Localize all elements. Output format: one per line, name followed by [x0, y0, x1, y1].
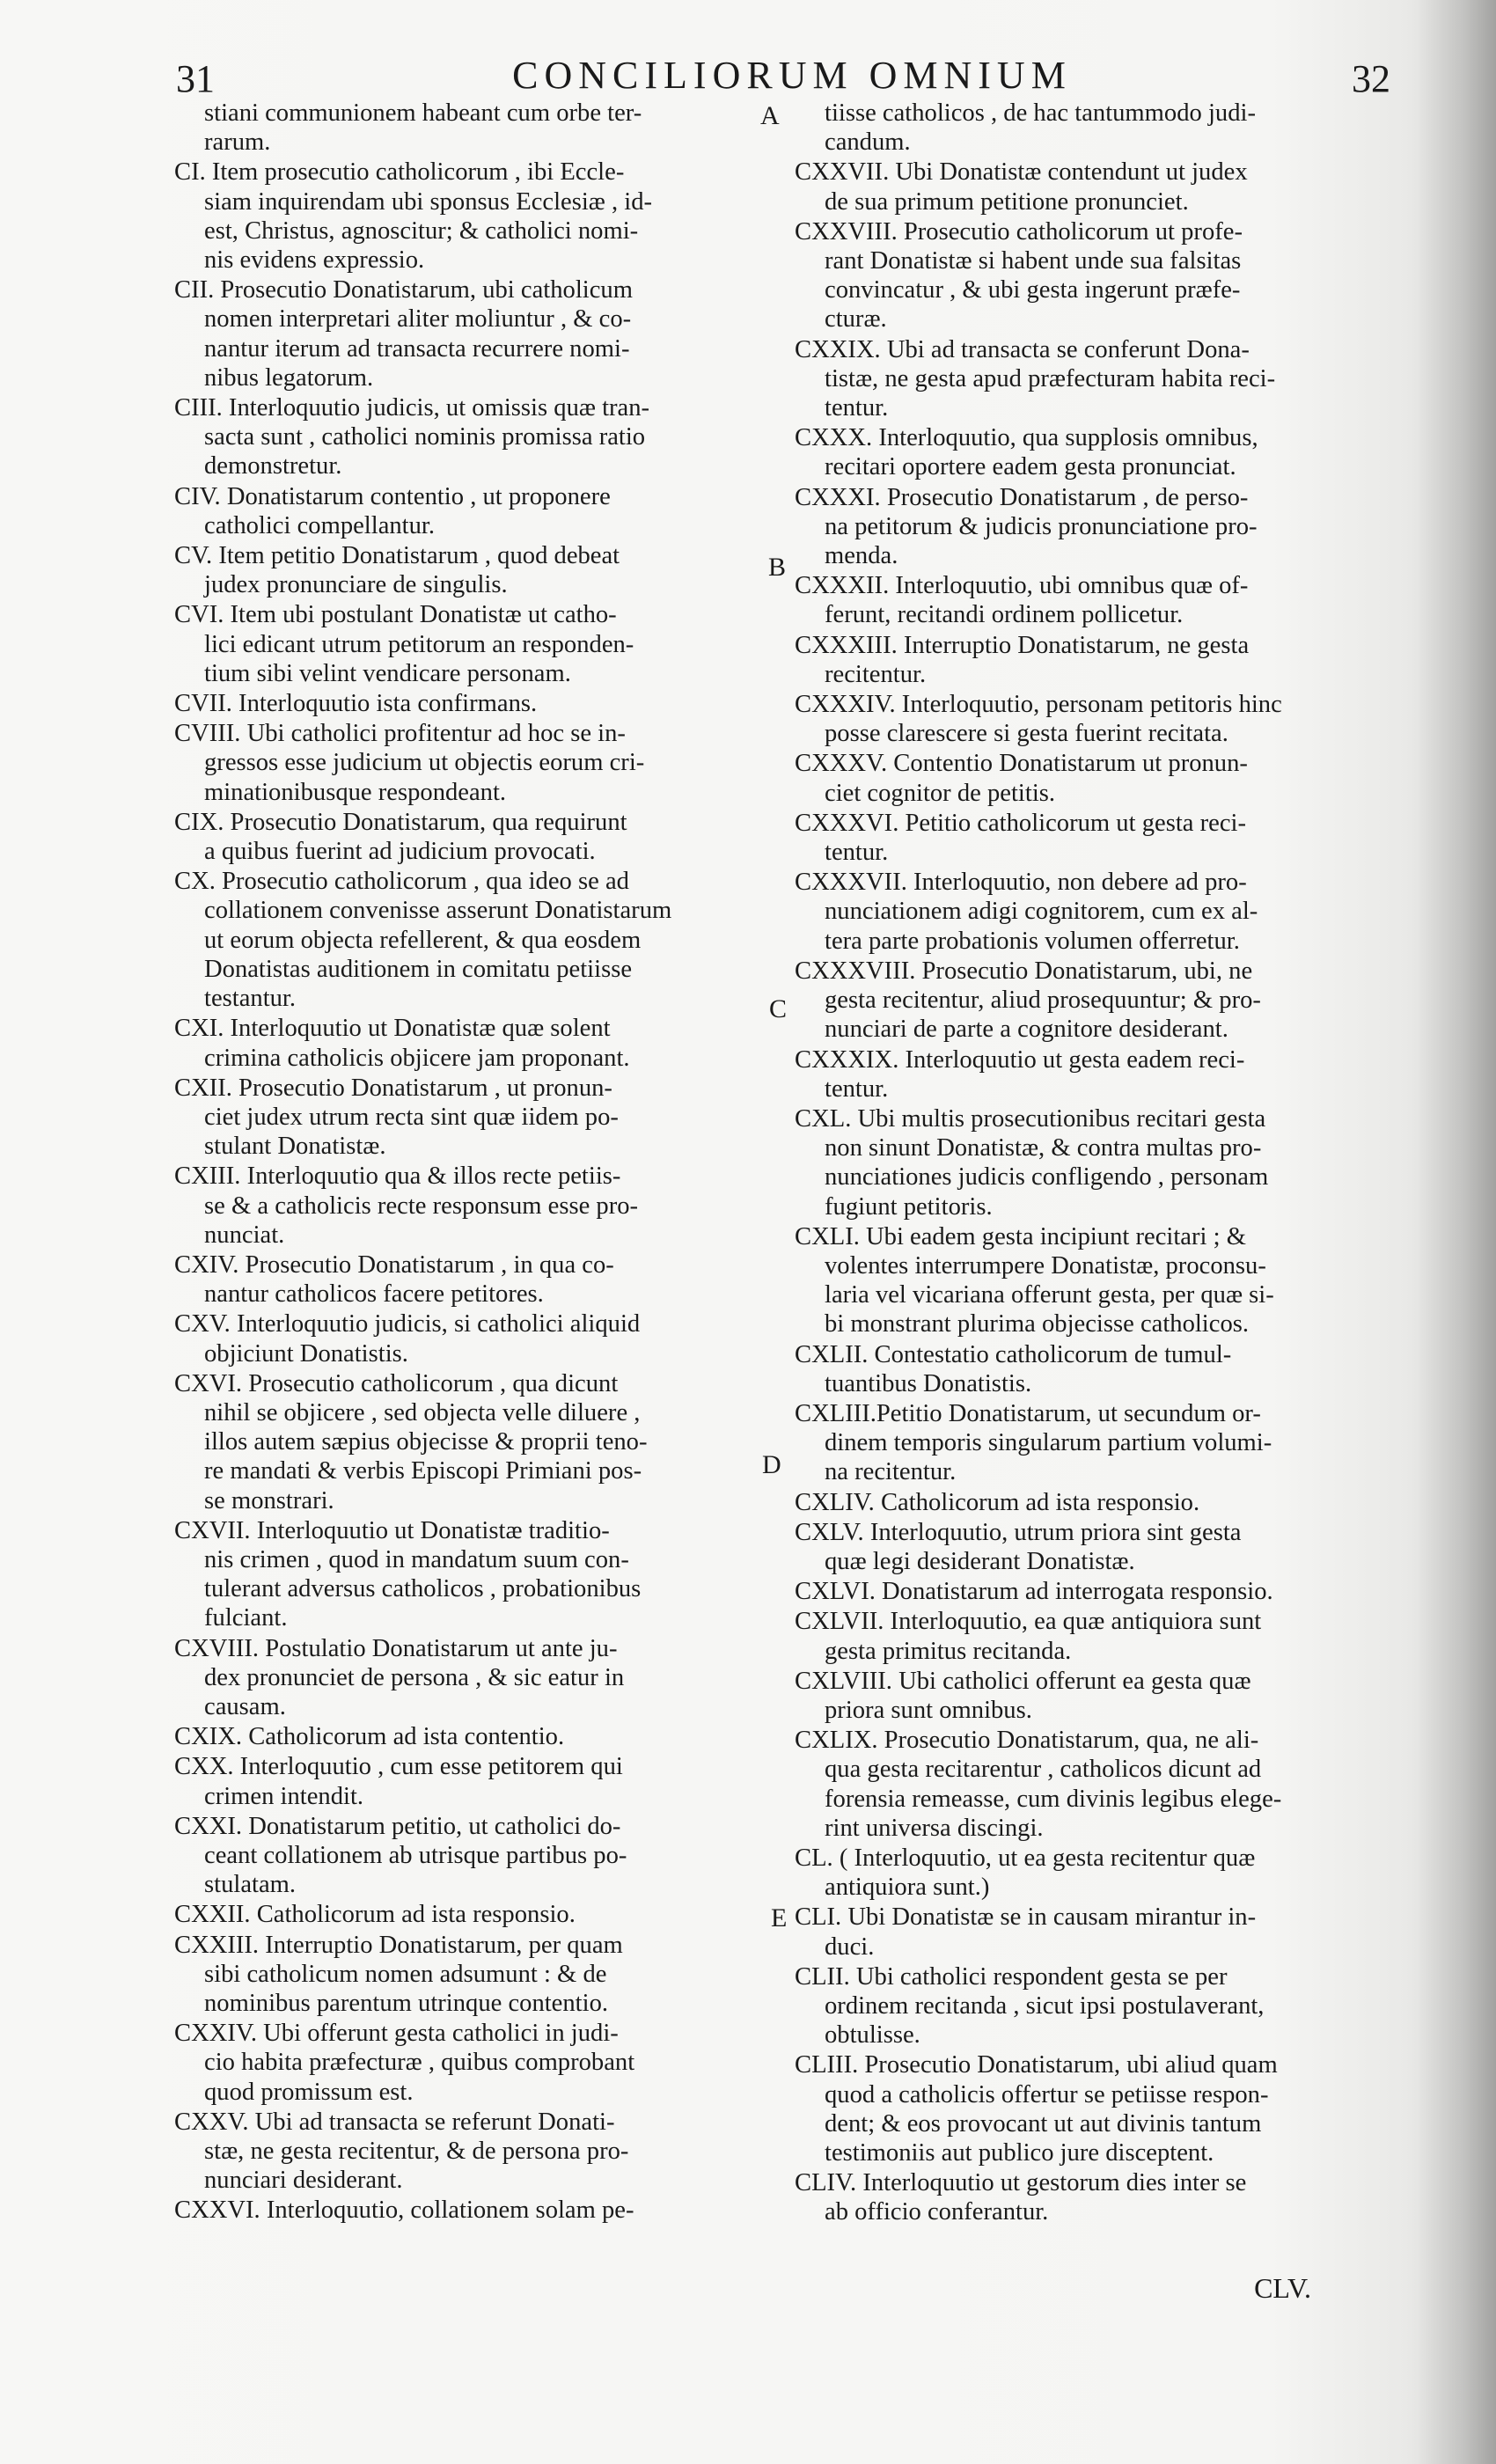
entry-line: CXLI. Ubi eadem gesta incipiunt recitari ; &	[795, 1222, 1246, 1250]
entry-line: testantur.	[204, 985, 297, 1013]
entry-line: CXXI. Donatistarum petitio, ut catholici do-	[174, 1812, 621, 1840]
entry-line: nantur catholicos facere petitores.	[204, 1280, 544, 1309]
margin-letter-a: A	[760, 101, 780, 130]
entry-line: causam.	[204, 1692, 286, 1720]
entry-line: priora sunt omnibus.	[825, 1696, 1032, 1724]
entry-line: CVII. Interloquutio ista confirmans.	[174, 690, 538, 718]
entry-line: nominibus parentum utrinque contentio.	[204, 1990, 609, 2017]
entry-line: tulerant adversus catholicos , probationibus	[204, 1575, 642, 1603]
entry-line: CIX. Prosecutio Donatistarum, qua requirunt	[174, 808, 627, 836]
entry-line: se monstrari.	[204, 1486, 334, 1514]
entry-line: ordinem recitanda , sicut ipsi postulaverant,	[825, 1992, 1265, 2020]
entry-line: nis crimen , quod in mandatum suum con-	[204, 1545, 629, 1573]
entry-line: testimoniis aut publico jure disceptent.	[825, 2139, 1214, 2167]
index-entry	[795, 1399, 1395, 1487]
index-entry	[174, 867, 766, 1013]
entry-line: CXXVII. Ubi Donatistæ contendunt ut judex	[795, 158, 1248, 187]
entry-line: ceant collationem ab utrisque partibus po-	[204, 1841, 627, 1869]
index-entry	[795, 809, 1395, 867]
entry-line: nunciationes judicis confligendo , personam	[825, 1163, 1269, 1192]
entry-line: CXXXVI. Petitio catholicorum ut gesta reci-	[795, 809, 1246, 837]
index-entry	[795, 99, 1395, 157]
entry-line: collationem convenisse asserunt Donatistarum	[204, 897, 672, 925]
entry-line: CXLIII.Petitio Donatistarum, ut secundum or-	[795, 1399, 1261, 1427]
entry-line: a quibus fuerint ad judicium provocati.	[204, 838, 596, 866]
entry-line: se & a catholicis recte responsum esse pro-	[204, 1192, 639, 1220]
entry-line: posse clarescere si gesta fuerint recitata.	[825, 720, 1228, 748]
index-entry	[795, 158, 1395, 216]
entry-line: lici edicant utrum petitorum an responden-	[204, 630, 634, 658]
entry-line: nantur iterum ad transacta recurrere nomi-	[204, 334, 630, 363]
entry-line: CIII. Interloquutio judicis, ut omissis quæ tran-	[174, 394, 650, 422]
entry-line: CXXII. Catholicorum ad ista responsio.	[174, 1901, 576, 1929]
running-header	[176, 53, 1408, 106]
entry-line: nihil se objicere , sed objecta velle diluere ,	[204, 1398, 641, 1426]
entry-line: rarum.	[204, 128, 271, 157]
entry-line: antiquiora sunt.)	[825, 1874, 990, 1902]
entry-line: CXLVII. Interloquutio, ea quæ antiquiora sunt	[795, 1608, 1262, 1636]
index-entry	[174, 1074, 766, 1162]
entry-line: cio habita præfecturæ , quibus comprobant	[204, 2049, 635, 2077]
entry-line: CLI. Ubi Donatistæ se in causam mirantur in-	[795, 1903, 1257, 1932]
entry-line: tuantibus Donatistis.	[825, 1369, 1032, 1397]
index-entry	[795, 2050, 1395, 2167]
index-entry	[174, 158, 766, 275]
entry-line: ciet judex utrum recta sint quæ iidem po-	[204, 1103, 619, 1131]
entry-line: CL. ( Interloquutio, ut ea gesta recitentur quæ	[795, 1844, 1256, 1872]
entry-line: ferunt, recitandi ordinem pollicetur.	[825, 601, 1184, 629]
index-entry	[795, 571, 1395, 629]
index-entry	[795, 423, 1395, 481]
entry-line: duci.	[825, 1932, 875, 1961]
entry-line: nomen interpretari aliter moliuntur , & co-	[204, 305, 632, 334]
entry-line: na petitorum & judicis pronunciatione pro-	[825, 512, 1258, 540]
entry-line: sacta sunt , catholici nominis promissa ratio	[204, 423, 646, 451]
margin-letter-b: B	[768, 553, 787, 582]
entry-line: CXI. Interloquutio ut Donatistæ quæ solent	[174, 1015, 611, 1043]
entry-line: CXXXVIII. Prosecutio Donatistarum, ubi, ne	[795, 957, 1253, 985]
entry-line: rint universa discingi.	[825, 1814, 1044, 1842]
index-entry	[174, 482, 766, 540]
entry-line: CXVII. Interloquutio ut Donatistæ traditio-	[174, 1516, 610, 1544]
index-entry	[795, 1667, 1395, 1725]
entry-line: CXL. Ubi multis prosecutionibus recitari gesta	[795, 1104, 1266, 1133]
entry-line: nunciat.	[204, 1221, 285, 1249]
entry-line: CXXXIV. Interloquutio, personam petitoris hinc	[795, 691, 1282, 719]
entry-line: rant Donatistæ si habent unde sua falsitas	[825, 247, 1242, 275]
index-entry	[174, 1516, 766, 1633]
entry-line: tiisse catholicos , de hac tantummodo judi-	[825, 99, 1256, 127]
entry-line: est, Christus, agnoscitur; & catholici nomi-	[204, 216, 639, 245]
entry-line: CXIX. Catholicorum ad ista contentio.	[174, 1723, 565, 1751]
entry-line: CXIV. Prosecutio Donatistarum , in qua co-	[174, 1250, 614, 1279]
entry-line: CXXXIX. Interloquutio ut gesta eadem reci-	[795, 1045, 1245, 1074]
entry-line: ab officio conferantur.	[825, 2198, 1049, 2226]
entry-line: CI. Item prosecutio catholicorum , ibi Eccle-	[174, 158, 625, 187]
entry-line: quæ legi desiderant Donatistæ.	[825, 1547, 1135, 1575]
index-entry	[795, 1518, 1395, 1576]
catchword: CLV.	[1254, 2272, 1311, 2304]
entry-line: CXLII. Contestatio catholicorum de tumul-	[795, 1340, 1232, 1368]
entry-line: siam inquirendam ubi sponsus Ecclesiæ , id-	[204, 187, 653, 216]
entry-line: objiciunt Donatistis.	[204, 1339, 408, 1368]
index-entry	[795, 1962, 1395, 2050]
entry-line: ut eorum objecta refellerent, & qua eosdem	[204, 926, 642, 954]
entry-line: minationibusque respondeant.	[204, 778, 507, 806]
index-entry	[174, 1634, 766, 1722]
index-entry	[174, 1931, 766, 2019]
page-number-right: 32	[1352, 57, 1390, 100]
entry-line: CXXIX. Ubi ad transacta se conferunt Dona-	[795, 335, 1250, 363]
entry-line: quod a catholicis offertur se petiisse respon-	[825, 2080, 1269, 2108]
index-entry	[174, 1752, 766, 1810]
entry-line: gesta recitentur, aliud prosequuntur; & pro-	[825, 986, 1261, 1015]
entry-line: CXXXI. Prosecutio Donatistarum , de perso-	[795, 483, 1249, 511]
entry-line: stulant Donatistæ.	[204, 1133, 386, 1161]
entry-line: fugiunt petitoris.	[825, 1192, 993, 1221]
index-entry	[174, 1900, 766, 1929]
entry-line: CXLIV. Catholicorum ad ista responsio.	[795, 1488, 1200, 1516]
index-entry	[795, 1104, 1395, 1221]
entry-line: CXXXVII. Interloquutio, non debere ad pro-	[795, 869, 1247, 897]
entry-line: stiani communionem habeant cum orbe ter-	[204, 99, 642, 127]
index-entry	[174, 541, 766, 599]
index-entry	[795, 335, 1395, 423]
entry-line: stulatam.	[204, 1871, 297, 1899]
entry-line: CVI. Item ubi postulant Donatistæ ut catho-	[174, 601, 617, 629]
index-entry	[795, 1607, 1395, 1665]
entry-line: crimina catholicis objicere jam proponant.	[204, 1044, 630, 1072]
index-entry	[795, 1577, 1395, 1606]
entry-line: quod promissum est.	[204, 2078, 414, 2106]
entry-line: bi monstrant plurima objecisse catholicos.	[825, 1310, 1250, 1338]
entry-line: CIV. Donatistarum contentio , ut proponere	[174, 482, 611, 510]
entry-line: tistæ, ne gesta apud præfecturam habita reci-	[825, 364, 1276, 392]
index-entry	[174, 393, 766, 481]
entry-line: CII. Prosecutio Donatistarum, ubi catholicum	[174, 276, 633, 304]
running-title: CONCILIORUM OMNIUM	[512, 54, 1072, 97]
entry-line: cturæ.	[825, 305, 887, 334]
entry-line: CXXXII. Interloquutio, ubi omnibus quæ of-	[795, 572, 1249, 600]
entry-line: nunciationem adigi cognitorem, cum ex al-	[825, 898, 1258, 926]
entry-line: gesta primitus recitanda.	[825, 1637, 1072, 1665]
index-entry	[174, 1162, 766, 1250]
index-entry	[795, 1844, 1395, 1902]
index-entry	[174, 808, 766, 866]
entry-line: CXXVIII. Prosecutio catholicorum ut profe-	[795, 217, 1243, 246]
entry-line: CXIII. Interloquutio qua & illos recte petiis-	[174, 1162, 621, 1191]
entry-line: CXXIV. Ubi offerunt gesta catholici in judi-	[174, 2020, 619, 2048]
index-entry	[174, 1250, 766, 1309]
entry-line: dinem temporis singularum partium volumi-	[825, 1429, 1272, 1457]
entry-line: nis evidens expressio.	[204, 246, 425, 275]
entry-line: volentes interrumpere Donatistæ, proconsu-	[825, 1251, 1266, 1280]
entry-line: CXXIII. Interruptio Donatistarum, per quam	[174, 1931, 623, 1959]
entry-line: CXXXIII. Interruptio Donatistarum, ne gesta	[795, 631, 1250, 659]
margin-letter-d: D	[762, 1450, 781, 1479]
entry-line: nunciari desiderant.	[204, 2167, 403, 2195]
entry-line: dex pronunciet de persona , & sic eatur in	[204, 1663, 625, 1691]
entry-line: tentur.	[825, 394, 889, 422]
entry-line: Donatistas auditionem in comitatu petiisse	[204, 955, 633, 983]
index-entry	[795, 1222, 1395, 1339]
entry-line: non sinunt Donatistæ, & contra multas pro-	[825, 1134, 1262, 1162]
index-entry	[795, 749, 1395, 807]
index-entry	[795, 2168, 1395, 2226]
entry-line: CXLVI. Donatistarum ad interrogata responsio.	[795, 1578, 1273, 1606]
entry-line: CXVI. Prosecutio catholicorum , qua dicunt	[174, 1369, 619, 1397]
entry-line: tentur.	[825, 1074, 889, 1103]
entry-line: judex pronunciare de singulis.	[204, 571, 508, 599]
entry-line: forensia remeasse, cum divinis legibus elege-	[825, 1785, 1282, 1813]
entry-line: CXV. Interloquutio judicis, si catholici aliquid	[174, 1310, 641, 1338]
index-entry	[174, 1309, 766, 1368]
margin-letter-e: E	[771, 1903, 788, 1932]
entry-line: tium sibi velint vendicare personam.	[204, 659, 571, 687]
entry-line: CXXX. Interloquutio, qua supplosis omnibus,	[795, 424, 1258, 452]
right-column	[795, 99, 1395, 2228]
entry-line: CLIII. Prosecutio Donatistarum, ubi aliud quam	[795, 2051, 1278, 2079]
entry-line: crimen intendit.	[204, 1782, 364, 1810]
entry-line: tera parte probationis volumen offerretur.	[825, 927, 1240, 955]
entry-line: CXXVI. Interloquutio, collationem solam pe-	[174, 2196, 634, 2225]
index-entry	[795, 631, 1395, 689]
index-entry	[795, 1488, 1395, 1517]
entry-line: na recitentur.	[825, 1458, 957, 1486]
entry-line: CVIII. Ubi catholici profitentur ad hoc se in-	[174, 720, 626, 748]
index-entry	[174, 719, 766, 807]
entry-line: tentur.	[825, 839, 889, 867]
page-gutter-shadow	[1417, 0, 1496, 2464]
entry-line: recitari oportere eadem gesta pronunciat.	[825, 453, 1236, 481]
entry-line: CV. Item petitio Donatistarum , quod debeat	[174, 542, 620, 570]
index-entry	[174, 689, 766, 718]
entry-line: gressos esse judicium ut objectis eorum cri-	[204, 749, 645, 777]
entry-line: menda.	[825, 542, 898, 570]
index-entry	[174, 99, 766, 157]
entry-line: qua gesta recitarentur , catholicos dicunt ad	[825, 1756, 1262, 1784]
left-column	[174, 99, 766, 2226]
entry-line: re mandati & verbis Episcopi Primiani pos-	[204, 1457, 642, 1485]
entry-line: ciet cognitor de petitis.	[825, 779, 1056, 807]
index-entry	[174, 1812, 766, 1900]
entry-line: recitentur.	[825, 660, 927, 688]
index-entry	[174, 2108, 766, 2196]
entry-line: CXLIX. Prosecutio Donatistarum, qua, ne ali-	[795, 1727, 1259, 1755]
page-number-left: 31	[176, 57, 215, 100]
entry-line: illos autem sæpius objecisse & proprii teno-	[204, 1428, 648, 1456]
entry-line: stæ, ne gesta recitentur, & de persona pro-	[204, 2138, 629, 2166]
index-entry	[174, 2196, 766, 2225]
entry-line: demonstretur.	[204, 452, 342, 480]
index-entry	[174, 1014, 766, 1072]
entry-line: CXLVIII. Ubi catholici offerunt ea gesta quæ	[795, 1667, 1251, 1695]
index-entry	[795, 868, 1395, 956]
entry-line: sibi catholicum nomen adsumunt : & de	[204, 1960, 607, 1988]
index-entry	[795, 217, 1395, 334]
entry-line: CXII. Prosecutio Donatistarum , ut pronun-	[174, 1074, 612, 1102]
index-entry	[174, 2019, 766, 2107]
entry-line: CXX. Interloquutio , cum esse petitorem qui	[174, 1753, 623, 1781]
entry-line: CXVIII. Postulatio Donatistarum ut ante ju-	[174, 1634, 618, 1662]
entry-line: convincatur , & ubi gesta ingerunt præfe-	[825, 276, 1241, 304]
index-entry	[795, 1726, 1395, 1843]
index-entry	[795, 690, 1395, 748]
entry-line: CXXV. Ubi ad transacta se referunt Donati-	[174, 2108, 615, 2136]
entry-line: nibus legatorum.	[204, 363, 374, 392]
entry-line: fulciant.	[204, 1604, 288, 1632]
index-entry	[174, 600, 766, 688]
index-entry	[174, 275, 766, 392]
entry-line: CXLV. Interloquutio, utrum priora sint gesta	[795, 1518, 1242, 1546]
entry-line: CXXXV. Contentio Donatistarum ut pronun-	[795, 750, 1248, 778]
entry-line: obtulisse.	[825, 2021, 920, 2050]
entry-line: candum.	[825, 128, 911, 157]
index-entry	[795, 957, 1395, 1045]
entry-line: dent; & eos provocant ut aut divinis tantum	[825, 2109, 1262, 2138]
entry-line: CX. Prosecutio catholicorum , qua ideo se ad	[174, 868, 629, 896]
entry-line: laria vel vicariana offerunt gesta, per quæ si-	[825, 1281, 1274, 1309]
index-entry	[795, 483, 1395, 571]
entry-line: catholici compellantur.	[204, 511, 436, 539]
index-entry	[795, 1903, 1395, 1961]
index-entry	[174, 1369, 766, 1515]
index-entry	[795, 1045, 1395, 1104]
index-entry	[174, 1722, 766, 1751]
entry-line: nunciari de parte a cognitore desiderant.	[825, 1016, 1228, 1044]
margin-letter-c: C	[769, 994, 788, 1023]
entry-line: CLII. Ubi catholici respondent gesta se per	[795, 1962, 1228, 1991]
entry-line: CLIV. Interloquutio ut gestorum dies inter se	[795, 2169, 1247, 2197]
index-entry	[795, 1340, 1395, 1398]
entry-line: de sua primum petitione pronunciet.	[825, 187, 1189, 216]
